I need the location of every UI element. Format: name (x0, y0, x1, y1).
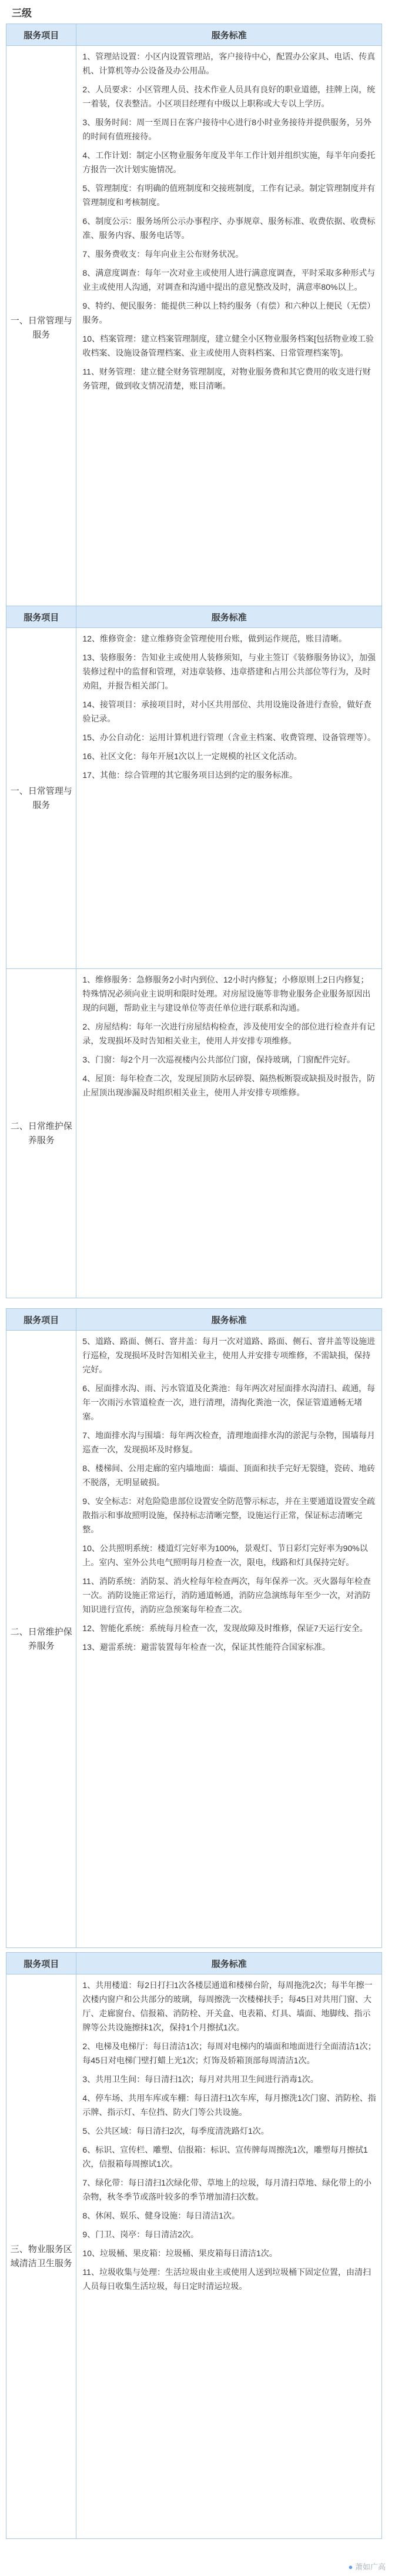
wechat-icon: ● (348, 2562, 353, 2571)
list-item: 1、共用楼道：每2日打扫1次各楼层通道和楼梯台阶，每周拖洗2次；每半年擦一次楼内窗户和公共部分的玻璃，每周擦洗一次楼梯扶手；每45日对共用门窗、大厅、走廊窗台、信报箱、消防栓、开关盒、电表箱、灯具、墙面、地脚线、指示牌等公共设施擦抹1次，保持1个月擦拭1次。 (82, 1980, 373, 2032)
list-item: 9、安全标志：对危险隐患部位设置安全防范警示标志，并在主要通道设置安全疏散指示和事故照明设施，保持标志清晰完整，设施运行正常，保证标志清晰完整。 (82, 1496, 376, 1534)
header-col-standard: 服务标准 (76, 1953, 382, 1974)
watermark-text: 萧如广高 (354, 2562, 386, 2571)
list-item: 11、财务管理：建立健全财务管理制度，对物业服务费和其它费用的收支进行财务管理，做到收支情况清楚，账目清晰。 (82, 367, 371, 390)
list-item: 13、装修服务：告知业主或使用人装修须知，与业主签订《装修服务协议》，加强装修过程中的监督和管理，对违章装修、违章搭建和占用公共部位等行为，及时劝阻，并报告相关部门。 (82, 653, 376, 690)
list-item: 8、休闲、娱乐、健身设施：每日清洁1次。 (82, 2211, 240, 2220)
list-item: 14、接管项目：承接项目时，对小区共用部位、共用设施设备进行查验，做好查验记录。 (82, 700, 371, 723)
header-col-item: 服务项目 (6, 606, 76, 628)
list-item: 2、电梯及电梯厅：每日清洁1次；每周对电梯内的墙面和地面进行全面清洁1次；每45日对电梯门壁打蜡上光1次；灯饰及轿箱顶部每周清洁1次。 (82, 2042, 376, 2065)
list-item: 10、垃圾桶、果皮箱：垃圾桶、果皮箱每日清洁1次。 (82, 2248, 277, 2258)
list-item: 11、垃圾收集与处理：生活垃圾由业主或使用人送到垃圾桶下固定位置，由清扫人员每日收集生活垃圾，每日定时清运垃圾。 (82, 2267, 371, 2291)
list-item: 5、道路、路面、侧石、窨井盖：每月一次对道路、路面、侧石、窨井盖等设施进行巡检，发现损坏及时告知相关业主，使用人并安排专项维修，不需缺损，保持完好。 (82, 1337, 376, 1374)
header-col-item: 服务项目 (6, 1953, 76, 1974)
list-item: 13、避雷系统：避雷装置每年检查一次，保证其性能符合国家标准。 (82, 1642, 330, 1652)
category-cell: 三、物业服务区域清洁卫生服务 (6, 1974, 76, 2539)
list-item: 9、特约、便民服务：能提供三种以上特约服务（有偿）和六种以上便民（无偿）服务。 (82, 301, 376, 325)
list-item: 8、楼梯间、公用走廊的室内墙地面：墙面、顶面和扶手完好无裂缝，瓷砖、地砖不脱落，无明显破损。 (82, 1464, 376, 1487)
list-item: 1、维修服务：急修服务2小时内到位、12小时内修复；小修原则上2日内修复；特殊情况必须向业主说明和限时处理。对房屋设施等非物业服务企业服务原因出现的问题，帮助业主与建设单位等责任单位进行联系和沟通。 (82, 975, 371, 1013)
list-item: 3、共用卫生间：每日清扫1次；每月对共用卫生间进行消毒1次。 (82, 2074, 319, 2084)
table-header (6, 24, 382, 46)
category-cell: 二、日常维护保养服务 (6, 1331, 76, 1948)
list-item: 15、办公自动化：运用计算机进行管理（含业主档案、收费管理、设备管理等）。 (82, 733, 376, 742)
header-col-item: 服务项目 (6, 1309, 76, 1331)
service-table-4 (6, 1952, 382, 2539)
table-row (6, 1331, 382, 1948)
table-header (6, 1953, 382, 1974)
list-item: 6、屋面排水沟、雨、污水管道及化粪池：每年两次对屋面排水沟清扫、疏通，每年一次雨污水管道检查一次，进行清理，清掏化粪池一次，保证管道通畅无堵塞。 (82, 1384, 376, 1421)
service-table-3 (6, 1308, 382, 1948)
standards-cell (76, 628, 382, 969)
list-item: 7、服务费收支：每年向业主公布财务状况。 (82, 249, 244, 259)
list-item: 11、消防系统：消防泵、消火栓每年检查两次，每年保养一次。灭火器每年检查一次。消防设施正常运行，消防通道畅通，消防应急演练每年至少一次，对消防知识进行宣传，消防应急预案每年检查二次。 (82, 1576, 371, 1614)
table-row (6, 46, 382, 610)
table-header (6, 606, 382, 628)
service-table-1 (6, 24, 382, 610)
list-item: 8、满意度调查：每年一次对业主或使用人进行满意度调查，平时采取多种形式与业主或使用人沟通，对调查和沟通中提出的意见整改及时，满意率80%以上。 (82, 268, 376, 292)
list-item: 3、门窗：每2个月一次巡视楼内公共部位门窗，保持玻璃，门窗配件完好。 (82, 1055, 355, 1064)
standards-cell (76, 1974, 382, 2539)
list-item: 1、管理站设置：小区内设置管理站，客户接待中心，配置办公家具、电话、传真机、计算机等办公设备及办公用品。 (82, 52, 376, 75)
standards-cell (76, 46, 382, 610)
list-item: 16、社区文化：每年开展1次以上一定规模的社区文化活动。 (82, 751, 302, 761)
list-item: 10、档案管理：建立档案管理制度，建立健全小区物业服务档案[包括物业竣工验收档案、设施设备管理档案、业主或使用人资料档案、日常管理档案等]。 (82, 334, 374, 358)
list-item: 10、公共照明系统：楼道灯完好率为100%，景观灯、节日彩灯完好率为90%以上。室内、室外公共电气照明每月检查一次，限电，线路和灯具保持完好。 (82, 1543, 368, 1567)
list-item: 9、门卫、岗亭：每日清洁2次。 (82, 2230, 199, 2239)
list-item: 5、管理制度：有明确的值班制度和交接班制度，工作有记录。制定管理制度并有管理制度和考核制度。 (82, 183, 376, 207)
list-item: 5、公共区域：每日清扫2次，每季度清洗路灯1次。 (82, 2126, 269, 2136)
list-item: 6、标识、宣传栏、雕塑、信报箱：标识、宣传牌每周擦洗1次，雕塑每月擦拭1次，信报箱每周擦试1次。 (82, 2145, 368, 2169)
list-item: 4、屋顶：每年检查二次，发现屋顶防水层碎裂、隔热板断裂或缺损及时报告，防止屋顶出现渗漏及时组织相关业主，使用人并安排专项维修。 (82, 1074, 376, 1097)
level-title: 三级 (12, 8, 32, 19)
service-table-2 (6, 606, 382, 1298)
list-item: 7、地面排水沟与围墙：每年两次检查，清理地面排水沟的淤泥与杂物，围墙每月巡查一次，发现损坏及时修复。 (82, 1431, 376, 1454)
list-item: 6、制度公示：服务场所公示办事程序、办事规章、服务标准、收费依据、收费标准、服务内容、服务电话等。 (82, 216, 376, 240)
list-item: 17、其他：综合管理的其它服务项目达到约定的服务标准。 (82, 770, 297, 780)
category-cell: 一、日常管理与服务 (6, 628, 76, 969)
standards-cell (76, 969, 382, 1298)
list-item: 4、停车场、共用车库或车棚：每日清扫1次车库，每月擦洗1次门窗、消防栓、指示牌、指示灯、车位挡、防火门等公共设施。 (82, 2093, 376, 2117)
list-item: 2、房屋结构：每年一次进行房屋结构检查，涉及使用安全的部位进行检查并有记录，发现损坏及时告知相关业主，使用人并安排专项维修。 (82, 1022, 376, 1045)
header-col-standard: 服务标准 (76, 1309, 382, 1331)
list-item: 4、工作计划：制定小区物业服务年度及半年工作计划并组织实施，每半年向委托方报告一次计划实施情况。 (82, 151, 376, 174)
list-item: 12、维修资金：建立维修资金管理使用台账，做到运作规范，账目清晰。 (82, 634, 347, 643)
header-col-standard: 服务标准 (76, 24, 382, 46)
table-row (6, 969, 382, 1298)
table-row (6, 628, 382, 969)
list-item: 12、智能化系统：系统每月检查一次，发现故障及时维修，保证7天运行安全。 (82, 1623, 368, 1633)
table-header (6, 1309, 382, 1331)
list-item: 3、服务时间：周一至周日在客户接待中心进行8小时业务接待并提供服务，另外的时间有值班接待。 (82, 118, 371, 141)
header-col-item: 服务项目 (6, 24, 76, 46)
list-item: 2、人员要求：小区管理人员、技术作业人员具有良好的职业道德，挂牌上岗，统一着装，仪表整洁。小区项目经理有中级以上职称或大专以上学历。 (82, 85, 376, 108)
category-cell: 二、日常维护保养服务 (6, 969, 76, 1298)
standards-cell (76, 1331, 382, 1948)
table-row (6, 1974, 382, 2539)
list-item: 7、绿化带：每日清扫1次绿化带、草地上的垃圾，每月清扫草地、绿化带上的小杂物，秋冬季节或落叶较多的季节增加清扫次数。 (82, 2178, 371, 2201)
header-col-standard: 服务标准 (76, 606, 382, 628)
category-cell: 一、日常管理与服务 (6, 46, 76, 610)
